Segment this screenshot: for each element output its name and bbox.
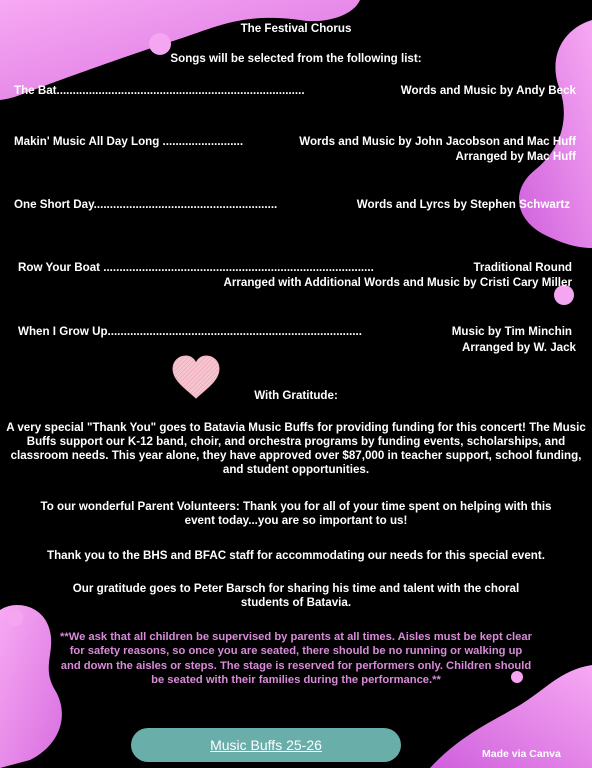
gratitude-peter-barsch: Our gratitude goes to Peter Barsch for sharing his time and talent with the choral students of Batavia.	[72, 582, 520, 609]
song-arranger: Arranged by Mac Huff	[455, 150, 576, 163]
song-credit: Words and Music by Andy Beck	[400, 84, 576, 97]
song-list-intro: Songs will be selected from the following list:	[170, 52, 422, 65]
song-title-leader: When I Grow Up...............................................................................	[18, 325, 362, 338]
supervision-notice: **We ask that all children be supervised by parents at all times. Aisles must be kept clear for safety reasons, so once you are seated, there should be no running or walking up and down the aisles or steps. The stage is reserved for performers only. Children should be seated with their families during the performance.**	[60, 631, 532, 687]
gratitude-parent-volunteers: To our wonderful Parent Volunteers: Thank you for all of your time spent on helping with this event today...you are so important to us!	[40, 500, 552, 527]
song-title-leader: One Short Day.........................................................	[14, 198, 278, 211]
song-credit: Words and Music by John Jacobson and Mac Huff	[299, 135, 576, 148]
song-title-leader: Makin' Music All Day Long .........................	[14, 135, 244, 148]
gratitude-music-buffs: A very special "Thank You" goes to Batavia Music Buffs for providing funding for this concert! The Music Buffs support our K-12 band, choir, and orchestra programs by funding events, scholarships, and classroom needs. This year alone, they have approved over $87,000 in teacher support, school funding, and student opportunities.	[6, 421, 586, 476]
song-arranger: Arranged with Additional Words and Music by Cristi Cary Miller	[223, 276, 572, 289]
gratitude-heading: With Gratitude:	[254, 389, 338, 402]
song-credit: Words and Lyrcs by Stephen Schwartz	[356, 198, 570, 211]
song-credit: Music by Tim Minchin	[451, 325, 572, 338]
made-via-canva: Made via Canva	[482, 748, 561, 760]
page-title: The Festival Chorus	[240, 22, 352, 35]
song-credit: Traditional Round	[473, 261, 572, 274]
song-title-leader: Row Your Boat ....................................................................................	[18, 261, 374, 274]
song-arranger: Arranged by W. Jack	[461, 341, 576, 354]
song-title-leader: The Bat.............................................................................	[14, 84, 305, 97]
music-buffs-button[interactable]: Music Buffs 25-26	[131, 728, 401, 762]
gratitude-staff: Thank you to the BHS and BFAC staff for accommodating our needs for this special event.	[47, 549, 545, 562]
